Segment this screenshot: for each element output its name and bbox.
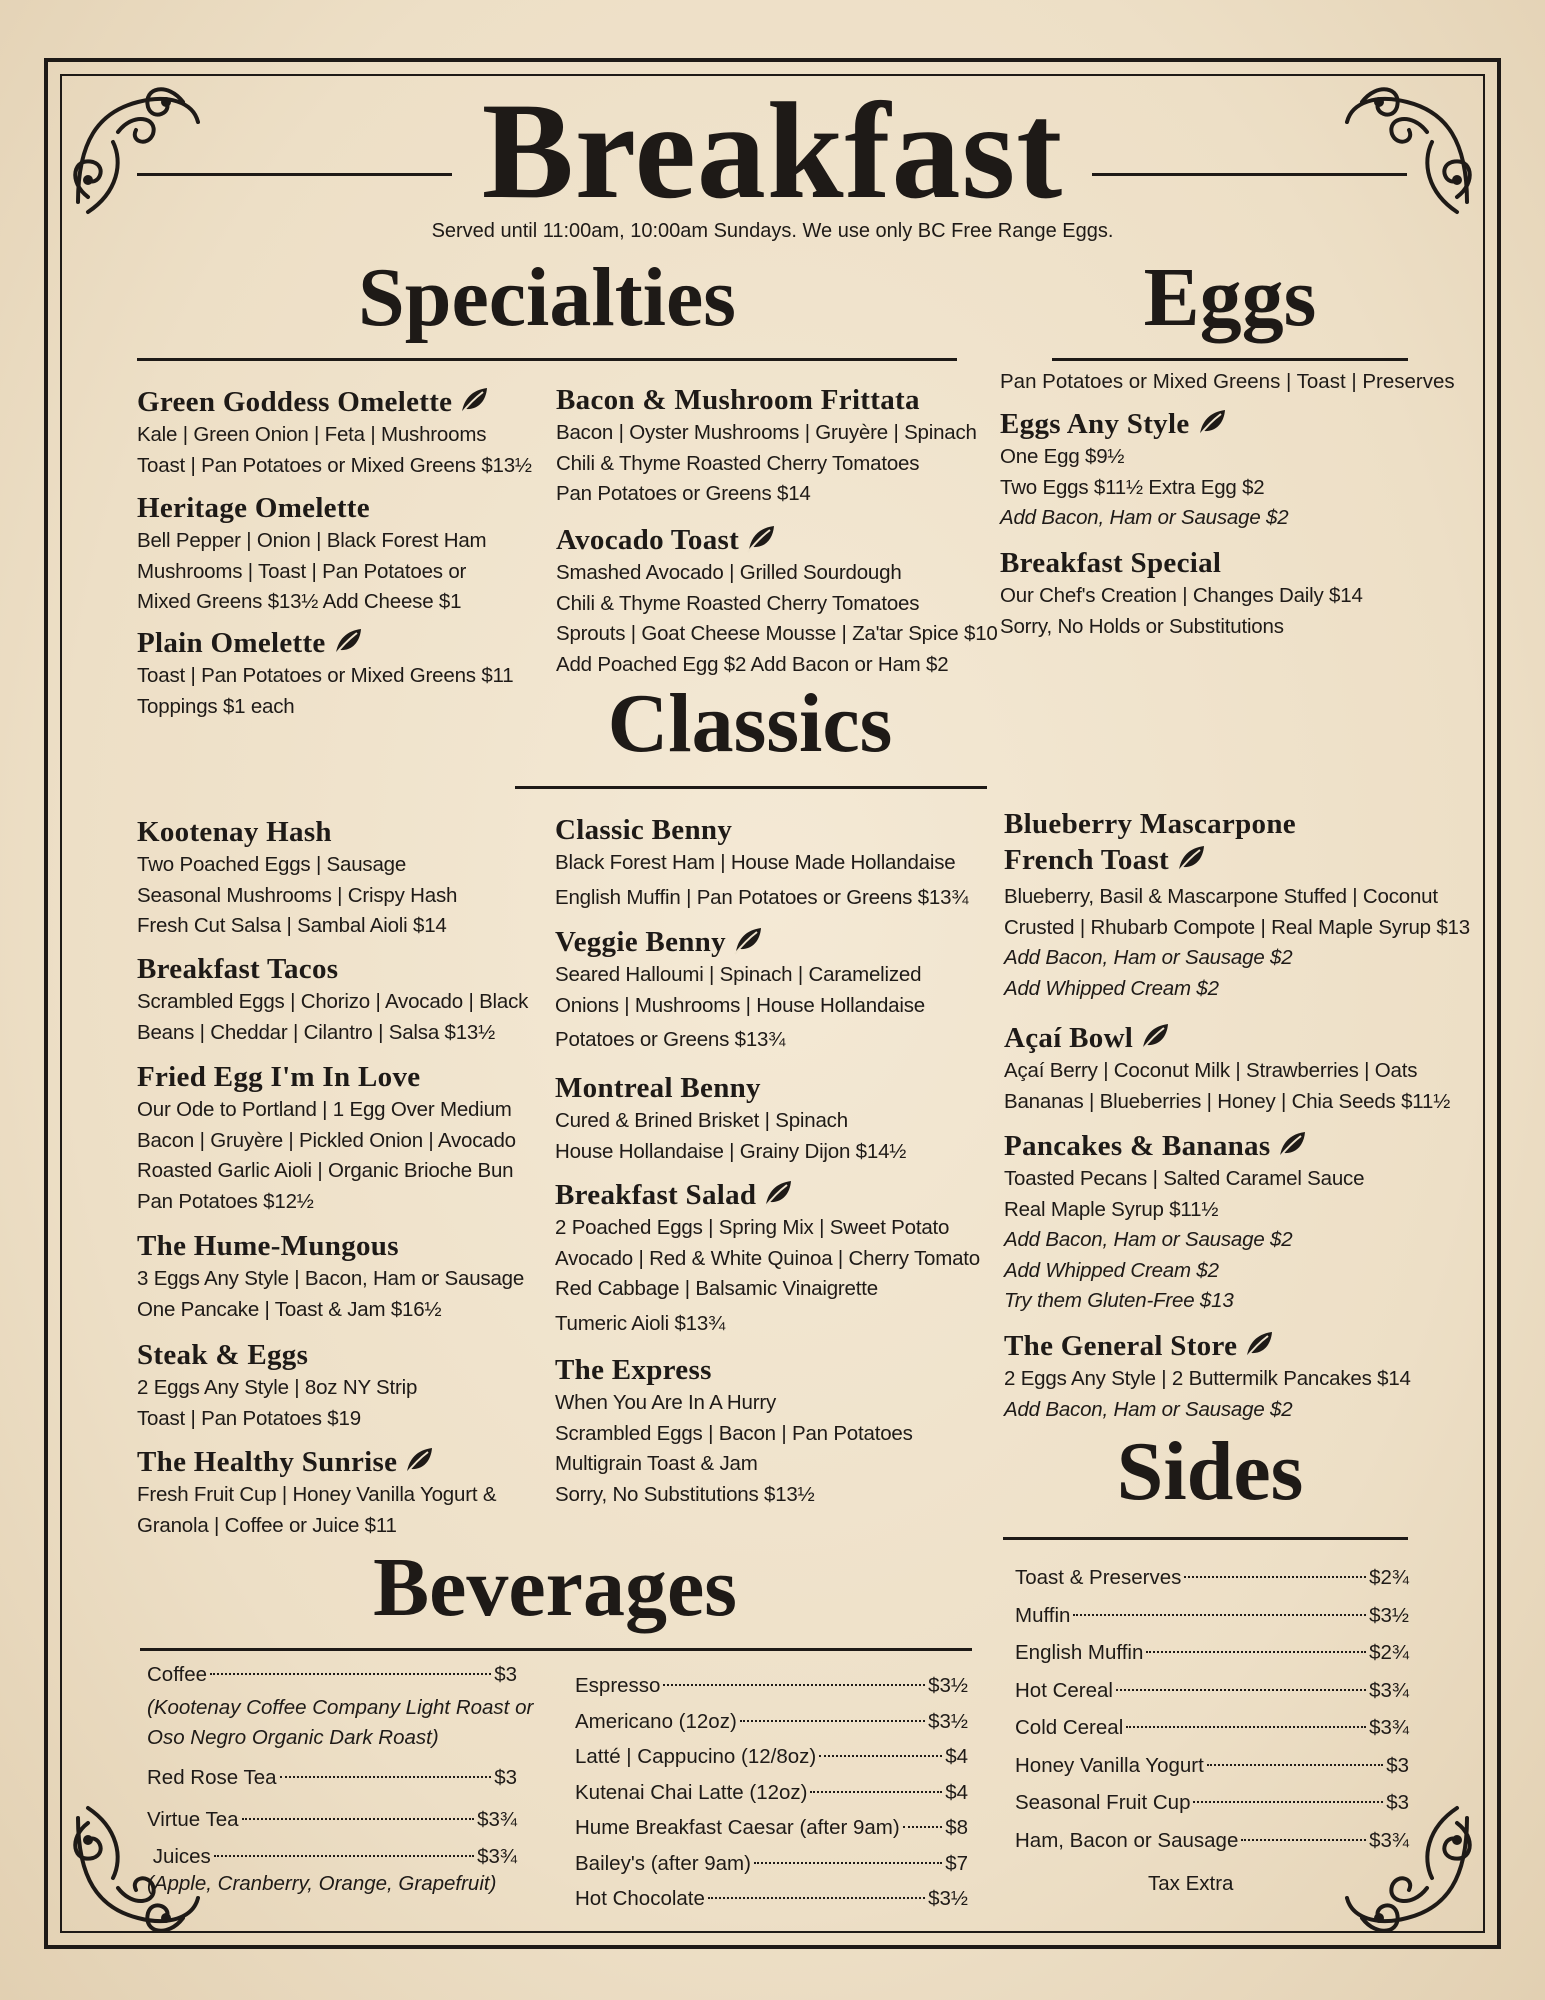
side-price: $3	[1386, 1791, 1409, 1814]
item-name: Steak & Eggs	[137, 1339, 309, 1371]
side-name: Toast & Preserves	[1015, 1566, 1182, 1589]
side-name: Cold Cereal	[1015, 1716, 1124, 1739]
bev-row-virtue-tea	[147, 1801, 517, 1838]
leader-dots	[1146, 1651, 1366, 1653]
menu-item-steak-eggs	[137, 1337, 417, 1434]
bev-price: $3½	[928, 1674, 968, 1697]
bev-row-kutenai-chai-latte-12oz	[575, 1775, 968, 1811]
item-name: Montreal Benny	[555, 1072, 761, 1104]
item-name: The Express	[555, 1354, 712, 1386]
leader-dots	[1207, 1764, 1383, 1766]
item-description-line: 2 Poached Eggs | Spring Mix | Sweet Potato	[555, 1216, 950, 1239]
leader-dots	[1073, 1614, 1366, 1616]
side-price: $3¾	[1369, 1678, 1409, 1702]
bev-name: Espresso	[575, 1674, 661, 1697]
leaf-icon	[458, 385, 490, 415]
bev-price: $3¾	[477, 1845, 517, 1868]
item-description-line: Mixed Greens $13½ Add Cheese $1	[137, 590, 462, 613]
item-name: Veggie Benny	[555, 924, 925, 960]
leader-dots	[754, 1862, 942, 1864]
leader-dots	[819, 1755, 942, 1757]
leaf-icon	[1276, 1129, 1308, 1159]
beverages-heading: Beverages	[373, 1541, 737, 1634]
item-description-line: Sprouts | Goat Cheese Mousse | Za'tar Spice $10	[556, 622, 998, 645]
sides-list	[1015, 1559, 1409, 1859]
menu-item-eggs-any-style	[1000, 406, 1288, 534]
item-description-line: Cured & Brined Brisket | Spinach	[555, 1109, 848, 1132]
item-description-line: Two Eggs $11½ Extra Egg $2	[1000, 475, 1265, 499]
side-price: $3	[1386, 1753, 1409, 1777]
item-description-line: Fresh Fruit Cup | Honey Vanilla Yogurt &	[137, 1483, 497, 1506]
side-row-english-muffin	[1015, 1634, 1409, 1672]
side-row-seasonal-fruit-cup	[1015, 1784, 1409, 1822]
item-description-line: When You Are In A Hurry	[555, 1391, 777, 1414]
item-description-line: Pan Potatoes $12½	[137, 1189, 314, 1213]
menu-item-the-hume-mungous	[137, 1228, 524, 1325]
menu-item-a-a-bowl	[1004, 1020, 1450, 1117]
subtitle: Served until 11:00am, 10:00am Sundays. We use only BC Free Range Eggs.	[431, 220, 1114, 242]
menu-item-bacon-mushroom-frittata	[556, 382, 977, 510]
leaf-icon	[762, 1178, 794, 1208]
menu-item-montreal-benny	[555, 1070, 906, 1167]
menu-item-fried-egg-i-m-in-love	[137, 1059, 516, 1217]
menu-item-the-general-store	[1004, 1328, 1411, 1425]
item-description-line: Scrambled Eggs | Bacon | Pan Potatoes	[555, 1421, 913, 1445]
leaf-icon	[403, 1445, 435, 1475]
item-name: Plain Omelette	[137, 625, 513, 661]
item-addon-line: Add Bacon, Ham or Sausage $2	[1004, 946, 1293, 969]
item-name: Breakfast Special	[1000, 547, 1222, 579]
menu-item-plain-omelette	[137, 625, 513, 722]
bev-price: $8	[945, 1816, 968, 1839]
item-addon-line: Add Bacon, Ham or Sausage $2	[1000, 506, 1289, 529]
leaf-icon	[1196, 407, 1228, 437]
item-description-line: Sorry, No Holds or Substitutions	[1000, 614, 1284, 638]
item-description-line: Chili & Thyme Roasted Cherry Tomatoes	[556, 451, 920, 475]
menu-item-heritage-omelette	[137, 490, 486, 618]
menu-item-the-healthy-sunrise	[137, 1444, 496, 1541]
bev-name: Bailey's (after 9am)	[575, 1851, 751, 1875]
leaf-icon	[1175, 843, 1207, 873]
item-description-line: Chili & Thyme Roasted Cherry Tomatoes	[556, 591, 920, 615]
item-description-line: Black Forest Ham | House Made Hollandaise	[555, 851, 956, 874]
classics-rule	[515, 786, 987, 789]
leader-dots	[708, 1897, 925, 1899]
item-name: Açaí Bowl	[1004, 1020, 1450, 1056]
item-name-line-2: French Toast	[1004, 842, 1470, 878]
item-description-line: Fresh Cut Salsa | Sambal Aioli $14	[137, 914, 447, 937]
leaf-icon	[732, 925, 764, 955]
item-description-line: Scrambled Eggs | Chorizo | Avocado | Black	[137, 990, 529, 1013]
item-description-line: Roasted Garlic Aioli | Organic Brioche Bun	[137, 1159, 514, 1182]
leader-dots	[1116, 1689, 1366, 1691]
leaf-icon	[332, 626, 364, 656]
eggs-note: Pan Potatoes or Mixed Greens | Toast | Preserves	[1000, 370, 1455, 393]
item-addon-line: Try them Gluten-Free $13	[1004, 1289, 1234, 1312]
bev-name: Hume Breakfast Caesar (after 9am)	[575, 1816, 900, 1839]
item-description-line: Toast | Pan Potatoes or Mixed Greens $11	[137, 664, 514, 687]
menu-item-green-goddess-omelette	[137, 384, 532, 481]
item-name: The Hume-Mungous	[137, 1230, 399, 1262]
item-name: Green Goddess Omelette	[137, 384, 532, 420]
item-name: Classic Benny	[555, 814, 733, 846]
leader-dots	[210, 1673, 491, 1675]
side-price: $2¾	[1369, 1566, 1409, 1589]
leader-dots	[1193, 1801, 1383, 1803]
item-description-line: Real Maple Syrup $11½	[1004, 1197, 1219, 1221]
item-description-line: Bell Pepper | Onion | Black Forest Ham	[137, 529, 487, 552]
item-addon-line: Add Bacon, Ham or Sausage $2	[1004, 1397, 1293, 1421]
item-description-line: Pan Potatoes or Greens $14	[556, 482, 811, 505]
side-row-muffin	[1015, 1597, 1409, 1635]
item-description-line: Blueberry, Basil & Mascarpone Stuffed | Coconut	[1004, 885, 1438, 908]
side-name: Seasonal Fruit Cup	[1015, 1791, 1191, 1814]
item-description-line: Our Chef's Creation | Changes Daily $14	[1000, 584, 1363, 607]
bev-name: Kutenai Chai Latte (12oz)	[575, 1780, 808, 1804]
leader-dots	[280, 1776, 492, 1778]
bev-price: $3	[494, 1766, 517, 1789]
item-description-line: Mushrooms | Toast | Pan Potatoes or	[137, 559, 467, 583]
leaf-icon	[745, 523, 777, 553]
side-price: $2¾	[1369, 1641, 1409, 1664]
item-description-line: Bacon | Oyster Mushrooms | Gruyère | Spinach	[556, 421, 977, 444]
item-name: The General Store	[1004, 1328, 1411, 1364]
item-name: The Healthy Sunrise	[137, 1444, 496, 1480]
item-description-line: Red Cabbage | Balsamic Vinaigrette	[555, 1277, 878, 1300]
bev-name: Virtue Tea	[147, 1808, 239, 1831]
juices-note: (Apple, Cranberry, Orange, Grapefruit)	[147, 1872, 497, 1895]
item-description-line: Kale | Green Onion | Feta | Mushrooms	[137, 423, 487, 446]
side-price: $3¾	[1369, 1828, 1409, 1852]
item-name: Kootenay Hash	[137, 816, 332, 848]
item-name: Avocado Toast	[556, 522, 998, 558]
item-name: Blueberry Mascarpone	[1004, 808, 1296, 840]
bev-name: Red Rose Tea	[147, 1766, 277, 1789]
menu-item-blueberry-mascarpone	[1004, 806, 1470, 1004]
classics-heading: Classics	[607, 677, 893, 770]
item-description-line: Seasonal Mushrooms | Crispy Hash	[137, 883, 458, 907]
menu-item-veggie-benny	[555, 924, 925, 1056]
leader-dots	[1241, 1839, 1366, 1841]
item-description-line: Avocado | Red & White Quinoa | Cherry Tomato	[555, 1246, 980, 1270]
beverages-right-list	[575, 1668, 968, 1917]
side-row-toast-preserves	[1015, 1559, 1409, 1597]
eggs-heading: Eggs	[1143, 251, 1317, 344]
item-description-line: Our Ode to Portland | 1 Egg Over Medium	[137, 1098, 512, 1121]
item-addon-line: Add Bacon, Ham or Sausage $2	[1004, 1228, 1293, 1251]
item-description-line: Toast | Pan Potatoes $19	[137, 1406, 361, 1430]
item-name: Breakfast Salad	[555, 1177, 980, 1213]
item-description-line: Toast | Pan Potatoes or Mixed Greens $13½	[137, 453, 532, 477]
coffee-note-line-2: Oso Negro Organic Dark Roast)	[147, 1726, 439, 1749]
title-rule-right	[1092, 173, 1407, 176]
item-description-line: Potatoes or Greens $13¾	[555, 1028, 786, 1051]
menu-item-the-express	[555, 1352, 913, 1510]
side-row-ham-bacon-or-sausage	[1015, 1822, 1409, 1860]
bev-name: Coffee	[147, 1663, 208, 1686]
item-description-line: One Pancake | Toast & Jam $16½	[137, 1297, 442, 1321]
item-description-line: 3 Eggs Any Style | Bacon, Ham or Sausage	[137, 1267, 525, 1290]
side-row-honey-vanilla-yogurt	[1015, 1747, 1409, 1785]
leader-dots	[214, 1855, 474, 1857]
bev-price: $4	[945, 1780, 968, 1804]
item-addon-line: Add Whipped Cream $2	[1004, 1258, 1219, 1282]
side-price: $3½	[1369, 1603, 1409, 1627]
item-description-line: Multigrain Toast & Jam	[555, 1452, 758, 1475]
leaf-icon	[1243, 1329, 1275, 1359]
item-description-line: Toppings $1 each	[137, 694, 295, 718]
sides-heading: Sides	[1116, 1425, 1304, 1518]
title-rule-left	[137, 173, 452, 176]
specialties-rule	[137, 358, 957, 361]
menu-item-breakfast-salad	[555, 1177, 980, 1339]
side-name: Muffin	[1015, 1603, 1071, 1627]
eggs-rule	[1052, 358, 1408, 361]
item-description-line: Beans | Cheddar | Cilantro | Salsa $13½	[137, 1020, 496, 1044]
item-name: Eggs Any Style	[1000, 406, 1288, 442]
bev-price: $3	[494, 1663, 517, 1686]
item-description-line: Seared Halloumi | Spinach | Caramelized	[555, 963, 922, 986]
sides-rule	[1003, 1537, 1408, 1540]
tax-note: Tax Extra	[1148, 1872, 1234, 1895]
leader-dots	[903, 1826, 942, 1828]
bev-row-coffee	[147, 1656, 517, 1693]
beverages-left-list	[147, 1656, 534, 1899]
side-name: Ham, Bacon or Sausage	[1015, 1828, 1239, 1852]
item-description-line: 2 Eggs Any Style | 8oz NY Strip	[137, 1376, 418, 1399]
item-description-line: Bacon | Gruyère | Pickled Onion | Avocado	[137, 1128, 516, 1152]
menu-item-breakfast-special	[1000, 545, 1363, 642]
item-description-line: Bananas | Blueberries | Honey | Chia Seeds $11½	[1004, 1089, 1451, 1113]
item-description-line: Crusted | Rhubarb Compote | Real Maple Syrup $13	[1004, 915, 1470, 939]
menu-item-avocado-toast	[556, 522, 998, 680]
side-name: English Muffin	[1015, 1641, 1144, 1664]
item-description-line: Two Poached Eggs | Sausage	[137, 853, 407, 876]
bev-row-red-rose	[147, 1759, 517, 1796]
item-name: Heritage Omelette	[137, 492, 370, 524]
specialties-heading: Specialties	[358, 251, 736, 344]
side-row-cold-cereal	[1015, 1709, 1409, 1747]
side-price: $3¾	[1369, 1716, 1409, 1739]
item-name: Fried Egg I'm In Love	[137, 1061, 421, 1093]
item-description-line: 2 Eggs Any Style | 2 Buttermilk Pancakes $14	[1004, 1367, 1411, 1390]
coffee-note-line-1: (Kootenay Coffee Company Light Roast or	[147, 1696, 534, 1719]
item-description-line: Granola | Coffee or Juice $11	[137, 1513, 397, 1537]
side-row-hot-cereal	[1015, 1672, 1409, 1710]
item-description-line: Smashed Avocado | Grilled Sourdough	[556, 561, 902, 584]
item-name: Bacon & Mushroom Frittata	[556, 384, 920, 416]
item-description-line: Açaí Berry | Coconut Milk | Strawberries | Oats	[1004, 1059, 1418, 1082]
item-description-line: House Hollandaise | Grainy Dijon $14½	[555, 1139, 907, 1163]
item-name: Breakfast Tacos	[137, 953, 339, 985]
leader-dots	[740, 1720, 925, 1722]
leader-dots	[1184, 1576, 1366, 1578]
menu-item-classic-benny	[555, 812, 968, 913]
item-description-line: Tumeric Aioli $13¾	[555, 1311, 725, 1335]
bev-row-hume-breakfast-caesar-after-9am	[575, 1810, 968, 1846]
item-description-line: Toasted Pecans | Salted Caramel Sauce	[1004, 1167, 1365, 1190]
item-description-line: Onions | Mushrooms | House Hollandaise	[555, 993, 925, 1017]
menu-item-breakfast-tacos	[137, 951, 528, 1048]
item-description-line: One Egg $9½	[1000, 445, 1125, 468]
menu-item-pancakes-bananas	[1004, 1128, 1364, 1317]
leader-dots	[663, 1684, 925, 1686]
bev-name: Juices	[147, 1845, 211, 1868]
bev-price: $3½	[928, 1709, 968, 1733]
bev-row-americano-12oz	[575, 1704, 968, 1740]
item-description-line: Add Poached Egg $2 Add Bacon or Ham $2	[556, 652, 949, 676]
bev-name: Hot Chocolate	[575, 1887, 705, 1910]
page-title: Breakfast	[481, 74, 1064, 227]
bev-row-bailey-s-after-9am	[575, 1846, 968, 1882]
bev-price: $4	[945, 1745, 968, 1768]
item-name: Pancakes & Bananas	[1004, 1128, 1364, 1164]
leader-dots	[242, 1818, 475, 1820]
item-addon-line: Add Whipped Cream $2	[1004, 976, 1219, 1000]
menu-item-kootenay-hash	[137, 814, 457, 942]
bev-row-espresso	[575, 1668, 968, 1704]
item-description-line: Sorry, No Substitutions $13½	[555, 1482, 815, 1506]
bev-row-hot-chocolate	[575, 1881, 968, 1917]
side-name: Honey Vanilla Yogurt	[1015, 1753, 1204, 1777]
bev-price: $3¾	[477, 1808, 517, 1831]
beverages-rule	[140, 1648, 972, 1651]
bev-row-latt-cappucino-12-8oz	[575, 1739, 968, 1775]
bev-name: Latté | Cappucino (12/8oz)	[575, 1745, 817, 1768]
bev-name: Americano (12oz)	[575, 1709, 737, 1733]
side-name: Hot Cereal	[1015, 1678, 1113, 1702]
bev-price: $3½	[928, 1887, 968, 1910]
leader-dots	[1126, 1726, 1366, 1728]
item-description-line: English Muffin | Pan Potatoes or Greens $13¾	[555, 885, 969, 909]
leaf-icon	[1139, 1021, 1171, 1051]
leader-dots	[810, 1791, 942, 1793]
bev-price: $7	[945, 1851, 968, 1875]
